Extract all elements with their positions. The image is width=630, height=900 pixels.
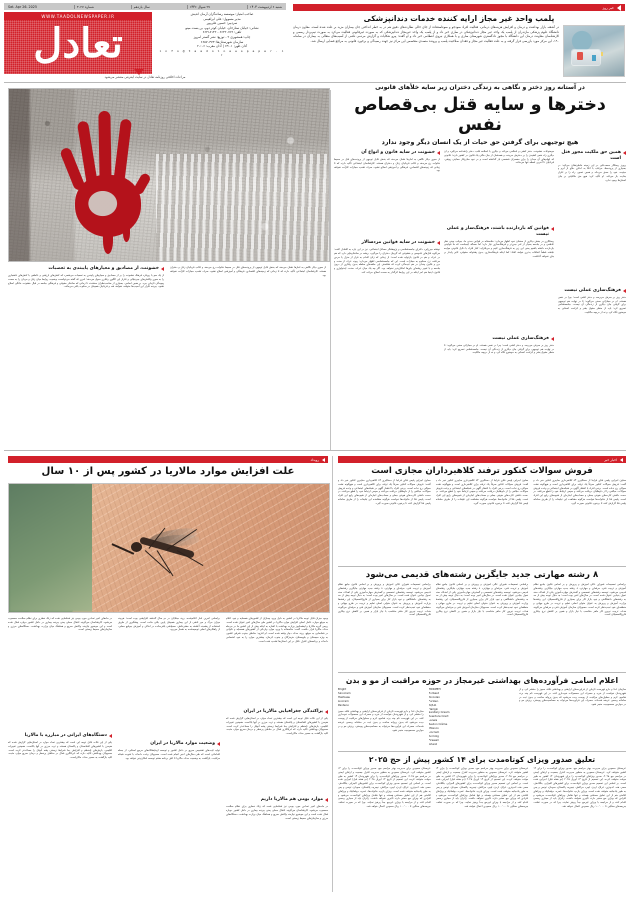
photo-streaks-overlay bbox=[156, 154, 329, 261]
malaria-sub-title-0: پراکندگی جغرافیایی مالاریا در ایران bbox=[243, 709, 323, 714]
story-3-headline: اعلام اسامی فرآورده‌های بهداشتی غیرمجاز در حوزه مراقبت از مو و بدن bbox=[345, 676, 619, 685]
brand-19: Panteno bbox=[338, 702, 349, 707]
brand-2: Alcoolax bbox=[428, 694, 440, 699]
lead-column-d-body: از سوی دیگر نگاهی به آمارها نشان می‌دهد که بخش قابل توجهی از پرونده‌های قتل در محیط خانواده رخ می‌دهد و غالب قربانیان زنان و دختران هستند. کارشناسان اجتماعی تأکید دارند که تا زمانی که زمینه‌های اقتصادی، فرهنگی و آموزشی اصلاح نشود، صرف تشدید مجازات کارآمد نخواهد بود. bbox=[170, 266, 326, 277]
brand-5: Hairgin bbox=[428, 706, 439, 711]
lead-section-title-3: فرهنگ‌سازی عملی نیست bbox=[492, 335, 549, 341]
bottom-right-column bbox=[338, 456, 626, 855]
story-3-brand-list-2 bbox=[338, 688, 424, 748]
lead-column-b-body-top: موضوعات خشونت، دختر کشی و اسلامی می‌کند و دیگری با اسلامه قلب، دختر راشدامه می‌گیرد و آن دیگری راه نفس کشیدن را بر دخترش می‌بندد و همه‌شان از جان خالی یک قانون در کشور دارند؛ قانونی که ابهام‌های آن میدان را برای مفسران شخصی باز گذاشته است و در نبود سازوکار حمایتی روشن، قربانیان تا آخرین لحظه تنها می‌مانند. bbox=[444, 150, 554, 165]
lead-section-title-5: فرهنگ‌سازی عملی نیست bbox=[564, 287, 621, 293]
brand-7: Aventure Crect bbox=[428, 714, 449, 719]
imprint-line-6: سازمان شهرستان‌ها: ۶۶۵۷۰۳۷۳ bbox=[200, 39, 244, 44]
masthead bbox=[4, 3, 286, 79]
malaria-col2-body: براساس آخرین آمار اعلام‌شده، روند مبتلایان در دو سال گذشته افزایشی بوده است؛ هرچند میزان مرگ و میر ناشی از این بیماری همچنان پایین باقی مانده است. پیشگیری از طریق استفاده از پشه‌بند آغشته به حشره‌کش، سمپاشی باقی‌مانده در اماکن و آموزش جوامع محلی، از راهکارهای اصلی توصیه‌شده به شمار می‌رود. bbox=[118, 617, 220, 632]
lead-column-c bbox=[334, 150, 440, 445]
lead-section-title-2: قوانین که بازدارنده باشند، فرهنگ‌ساز و عملی نیست bbox=[446, 226, 549, 237]
dateline-persian: شنبه ۶ اردیبهشت ۱۴۰۴ bbox=[247, 5, 284, 9]
brand-16: Sinocrem bbox=[338, 690, 351, 695]
imprint-email[interactable]: i n f o @ t a a d o l n e w s p a p e r . i r bbox=[159, 48, 285, 58]
bullet-arrow-icon bbox=[551, 337, 554, 341]
triangle-arrow-icon bbox=[617, 5, 621, 11]
masthead-red-block bbox=[4, 12, 152, 74]
lead-section-body-5: دختر روز بر سرش می‌رسد و دختر کشی است؛ چرا در نفس هستند. او در مجازاتی سخن می‌گوید: تا در نهایت هم توجیهی برای گرفتن جان دیگری از زنده‌گی آن نیست. جامعه‌شناس تصریح کرد: باید از منظر حقوق بشر و کرامت انسانی به موضوع نگاه کرد و نه از دریچه مالکیت. bbox=[558, 295, 626, 314]
top-strip bbox=[0, 0, 630, 82]
story-2-body-col2: براساس تصمیمات شورای عالی آموزش و پرورش و بر اساس قانون جامع نظام آموزش و تربیت فنی، حرفه‌ای و مهارتی، ۸ رشته جدید مهارتی جایگزین رشته‌های قدیمی می‌شود. توسعه رشته‌های تخصصی و گسترش مهارت‌آموزی یکی از اهداف سند تحول بنیادین عنوان شده است. در سال‌های اخیر بوده است؛ به دنبال توجه بیش از حد به رشته‌های دانشگاهی و نبود بازار کار برای بسیاری از فارغ‌التحصیلان، این رشته‌ها وزارت آموزش و پرورش به عنوان متولی اصلی تعلیم و تربیت در طرح جهانی و منطقه‌ای خود تجدیدنظر کرده است. مسوولان سازمان آموزش فنی و حرفه‌ای می‌گویند هدف، تربیت نیروی کار ماهر متناسب با نیاز بازار و همین بر کاهش نرخ بیکاری فارغ‌التحصیلان است. bbox=[435, 583, 529, 617]
lead-headline: دخترها و سایه قتل بی‌قصاص نفس bbox=[354, 95, 606, 135]
imprint-line-3: نشانی: خیابان ستارخان، خیابان کوثر دوم، بن بست مینو bbox=[185, 25, 259, 30]
lead-section-body-1: نوشته میرزایی، دکترای جامعه‌شناسی و پژوهشگر مسائل اجتماعی، نیز در این باره به التعادل گفت: می‌گوید قتل‌های ناموسی و خشونتی که گریبان دختران را می‌گیرد، ریشه در ساختارهایی دارد که هم در عرف و هم در قانون بازتولید شده است؛ از زمانی که زنان اقدام به فرار از منزل یا مردی می‌کنند، زن محکوم به مجازات است. این که جامعه‌شناسی اظهار می‌دارد: پیوند عرف از سنت و دین و قانون چندان در هم تنیده‌گی کرده که شکستن این حلقه‌های سلطه بدون رفتاری از درون جامعه و با تغییر ریشه‌ای باورها امکان‌پذیر نخواهد بود. اگر چه یک میان عرف، سنت، ایدئولوژی و قانون، اینجا هم امر اینکه در این روابط اثرگذار به سمت اصلاح حرکت کند. bbox=[334, 248, 440, 274]
bullet-arrow-icon bbox=[437, 241, 440, 245]
brand-3: Furizen bbox=[428, 698, 439, 703]
divider-top bbox=[4, 82, 626, 83]
brand-14: Ghanil bbox=[428, 741, 438, 746]
brand-17: Hairbeau bbox=[338, 694, 351, 699]
divider-mid bbox=[4, 450, 626, 451]
dateline bbox=[4, 3, 286, 10]
dateline-gregorian: Sat. Apr 26. 2025 bbox=[8, 4, 37, 9]
malaria-col3-body: در ماه‌های اخیر تعدادی مورد بومی نیز شناسایی شده که زنگ خطری برای نظام سلامت محسوب می‌شود. کارشناسان می‌گویند انتقال محلی یعنی چرخه بیماری در داخل کشور دوباره فعال شده است و این موضوع نیازمند واکنش سریع و هماهنگ میان وزارت بهداشت، دستگاه‌های مرزی و سازمان‌های محیط زیستی است. bbox=[8, 617, 112, 632]
dateline-hijri: ۲۷ شوال ۱۴۴۶ bbox=[187, 5, 213, 9]
story-2-body-col3: براساس تصمیمات شورای عالی آموزش و پرورش و بر اساس قانون جامع نظام آموزش و تربیت فنی، حرفه‌ای و مهارتی، ۸ رشته جدید مهارتی جایگزین رشته‌های قدیمی می‌شود. توسعه رشته‌های تخصصی و گسترش مهارت‌آموزی یکی از اهداف سند تحول بنیادین عنوان شده است. در سال‌های اخیر بوده است؛ به دنبال توجه بیش از حد به رشته‌های دانشگاهی و نبود بازار کار برای بسیاری از فارغ‌التحصیلان، این رشته‌ها وزارت آموزش و پرورش به عنوان متولی اصلی تعلیم و تربیت در طرح جهانی و منطقه‌ای خود تجدیدنظر کرده است. مسوولان سازمان آموزش فنی و حرفه‌ای می‌گویند هدف، تربیت نیروی کار ماهر متناسب با نیاز بازار و همین بر کاهش نرخ بیکاری فارغ‌التحصیلان است. bbox=[337, 583, 431, 617]
malaria-sub-body-2: تولید کیت‌های تشخیص سریع در داخل کشور و توسعه آزمایشگاه‌های مرجع استانی، از جمله اقداماتی است که طی سال‌های اخیر انجام شده است. مسوولان وعده داده‌اند با تقویت شبکه مراقبت، بازگشت به وضعیت حذف مالاریا تا افق برنامه هفتم توسعه امکان‌پذیر خواهد بود. bbox=[118, 749, 220, 760]
divider-vertical-center bbox=[330, 90, 331, 450]
news-of-day-box bbox=[293, 4, 625, 79]
imprint-line-0: صاحب امتیاز: موسسه رسانه‌گران آرمان اندیش bbox=[190, 12, 254, 16]
malaria-column-3 bbox=[8, 617, 112, 889]
lead-section-body-0: از سوی دیگر نگاهی به آمارها نشان می‌دهد که بخش قابل توجهی از پرونده‌های قتل در محیط خانواده رخ می‌دهد و غالب قربانیان زنان و دختران هستند. کارشناسان اجتماعی تأکید دارند که تا زمانی که زمینه‌های اقتصادی، فرهنگی و آموزشی اصلاح نشود، صرف تشدید مجازات کارآمد نخواهد بود. bbox=[334, 158, 440, 173]
divider-story-1 bbox=[338, 566, 626, 567]
imprint-line-4: تلفن: ۶۶۴۲۰۷۶۹ - ۶۶۴۱۸۱۴۲ bbox=[202, 30, 242, 35]
bullet-arrow-icon bbox=[437, 151, 440, 155]
bloody-handprint-photo bbox=[8, 88, 330, 262]
divider-story-3 bbox=[338, 751, 626, 752]
handprint-graphic bbox=[55, 103, 167, 253]
mosquito-graphic bbox=[105, 522, 225, 582]
bullet-arrow-icon bbox=[623, 289, 626, 293]
malaria-sub-heading-3 bbox=[8, 733, 112, 739]
divider-vertical-bottom bbox=[332, 456, 333, 892]
lead-violence-heading bbox=[8, 266, 164, 272]
lead-subhead: هیچ توجیهی برای گرفتن حق حیات از یک انسان دیگر وجود ندارد bbox=[381, 139, 579, 146]
lead-section-body-3: دختر روز بر سرش می‌رسد و دختر کشی است؛ چرا در نفس هستند. او در مجازاتی سخن می‌گوید: تا در نهایت هم توجیهی برای گرفتن جان دیگری از زنده‌گی آن نیست. جامعه‌شناس تصریح کرد: باید از منظر حقوق بشر و کرامت انسانی به موضوع نگاه کرد و نه از دریچه مالکیت. bbox=[444, 343, 554, 355]
lead-column-b bbox=[444, 150, 554, 445]
news-of-day-headline: پلمب واحد غیر مجاز ارایه کننده خدمات دندانپزشکی bbox=[363, 14, 555, 23]
malaria-sub-body-1: در ماه‌های اخیر تعدادی مورد بومی نیز شناسایی شده که زنگ خطری برای نظام سلامت محسوب می‌شود. کارشناسان می‌گویند انتقال محلی یعنی چرخه بیماری در داخل کشور دوباره فعال شده است و این موضوع نیازمند واکنش سریع و هماهنگ میان وزارت بهداشت، دستگاه‌های مرزی و سازمان‌های محیط زیستی است. bbox=[226, 805, 328, 820]
story-3-body-col1: سازمان غذا و دارو فهرست تازه‌ای از فرآورده‌های آرایشی و بهداشتی فاقد مجوز را منتشر کرد و از شهروندان خواست از خرید و مصرف این محصولات خودداری کنند. در این فهرست نام چند برند شامپو، کرم و محلول‌های مراقبت از پوست دیده می‌شود که بدون پروانه ساخت و بدون ثبت در سامانه رسمی عرضه شده‌اند. مصرف این فرآورده‌ها می‌تواند به حساسیت‌های پوستی، ریزش مو و در مواردی مسمومیت منجر شود. bbox=[519, 688, 626, 707]
story-4-body-col2: عربستان سعودی برای مدیریت بهتر مراسم حج، صدور ویزای کوتاه‌مدت را برای ۱۴ کشور متوقف کرد. عربستان سعودی به منظور مدیریت کنترل جمعیت و ارتقای ایمنی در مراسم حج ۲۰۲۵، صدور ویزاهای کوتاه‌مدت را برای شهروندان ۱۴ کشور به طور موقت متوقف کرده، این تصمیم از تاریخ ۱۳ آوریل ۲۰۲۵ (دو هفته قبل) اجرایی شده است. بر اساس این تصمیم صدور ویزای کوتاه‌مدت برای کشورهای الجزایر، بنگلادش، مصر، هند، اندونزی، عراق، اردن، لیبی، مراکش، نیجریه، پاکستان، سودان، تونس و یمن به طور یک‌جانبه متوقف شده است. ویزای بازدید خانواده‌ها، عمره، دیپلماتیک و ویزاهای اقامتی هم از این تعلیق مستثنی هستند و تنها شامل ویزاهای کوتاه‌مدت می‌شود و افرادی که ویزای حج معتبر دارند تأثیری نخواهد داشت. زائران باید از مجاری رسمی اقدام کنند و از مراجعه با ویزای غیرحج جداً پرهیز نمایند، چرا که در صورت تخلف، جریمه‌های سنگین تا ۱۰۰٬۰۰۰ ریال سعودی اعمال خواهد شد. bbox=[435, 767, 529, 808]
malaria-sub-heading-0 bbox=[226, 709, 328, 715]
photo-background-blur bbox=[9, 484, 105, 612]
lead-violence-body: از یک سو با رویکرد فرهنگ خشونت را بر از مصادیق و معیارهای پایبندی به تعصبات می‌شمرد که کنش‌های ارزشی و عاطفی با کنش‌های ناهنجاری را به سوی واکنش‌های جبرخیالی و تکرار این الگوی رفتاری سوق می‌دهد؛ امری که گفته می‌توانست وضعیت روابط میان زنان و مردان را به سمت پیچیدگی تازه‌ای ببرد. بر همین اساس، بسیاری از صاحب‌نظران معتقدند تا زمانی که ساختار حقوقی و فرهنگی جامعه در قبال خشونت خانگی اصلاح نشود، چرخه تکرار این آسیب‌ها متوقف نخواهد شد و قربانیان همچنان در سکوت باقی می‌مانند. bbox=[8, 274, 164, 289]
brand-8: Laneis bbox=[428, 718, 438, 723]
lead-section-body-4a: پرویز رستگار محمدعلی در این زمینه خاطرنشان می‌کند: در بسیاری از پرونده‌ها، مرتکب با اتکا به ادعای دفاع از آبرو و حیثیت، خود را محق می‌داند و همین تصور، راه را بر تکرار جنایت باز می‌کند. او تأکید کرد: هیچ حق مالکیتی بر جان انسان‌ها وجود ندارد. bbox=[558, 163, 626, 182]
story-4-body-col3: عربستان سعودی برای مدیریت بهتر مراسم حج، صدور ویزای کوتاه‌مدت را برای ۱۴ کشور متوقف کرد. عربستان سعودی به منظور مدیریت کنترل جمعیت و ارتقای ایمنی در مراسم حج ۲۰۲۵، صدور ویزاهای کوتاه‌مدت را برای شهروندان ۱۴ کشور به طور موقت متوقف کرده، این تصمیم از تاریخ ۱۳ آوریل ۲۰۲۵ (دو هفته قبل) اجرایی شده است. بر اساس این تصمیم صدور ویزای کوتاه‌مدت برای کشورهای الجزایر، بنگلادش، مصر، هند، اندونزی، عراق، اردن، لیبی، مراکش، نیجریه، پاکستان، سودان، تونس و یمن به طور یک‌جانبه متوقف شده است. ویزای بازدید خانواده‌ها، عمره، دیپلماتیک و ویزاهای اقامتی هم از این تعلیق مستثنی هستند و تنها شامل ویزاهای کوتاه‌مدت می‌شود و افرادی که ویزای حج معتبر دارند تأثیری نخواهد داشت. زائران باید از مجاری رسمی اقدام کنند و از مراجعه با ویزای غیرحج جداً پرهیز نمایند، چرا که در صورت تخلف، جریمه‌های سنگین تا ۱۰۰٬۰۰۰ ریال سعودی اعمال خواهد شد. bbox=[337, 767, 431, 808]
story-2-body-col1: براساس تصمیمات شورای عالی آموزش و پرورش و بر اساس قانون جامع نظام آموزش و تربیت فنی، حرفه‌ای و مهارتی، ۸ رشته جدید مهارتی جایگزین رشته‌های قدیمی می‌شود. توسعه رشته‌های تخصصی و گسترش مهارت‌آموزی یکی از اهداف سند تحول بنیادین عنوان شده است. در سال‌های اخیر بوده است؛ به دنبال توجه بیش از حد به رشته‌های دانشگاهی و نبود بازار کار برای بسیاری از فارغ‌التحصیلان، این رشته‌ها وزارت آموزش و پرورش به عنوان متولی اصلی تعلیم و تربیت در طرح جهانی و منطقه‌ای خود تجدیدنظر کرده است. مسوولان سازمان آموزش فنی و حرفه‌ای می‌گویند هدف، تربیت نیروی کار ماهر متناسب با نیاز بازار و همین بر کاهش نرخ بیکاری فارغ‌التحصیلان است. bbox=[533, 583, 626, 617]
lead-section-heading-1 bbox=[334, 240, 440, 246]
brand-6: Sanitary Cream bbox=[428, 710, 450, 715]
brand-1: Evrbest bbox=[428, 690, 439, 695]
lead-column-d bbox=[170, 266, 326, 444]
malaria-sub-title-1: موارد بومی هم مالاریا داریم bbox=[260, 797, 323, 803]
brand-0: TRIKMEH bbox=[428, 688, 441, 691]
lead-section-heading-3 bbox=[444, 336, 554, 342]
lead-section-heading-4 bbox=[558, 150, 626, 161]
story-2-headline: ۸ رشته مهارتی جدید جایگزین رشته‌های قدیمی می‌شود bbox=[365, 570, 599, 580]
masthead-ethics-note: مراعات اخلاقی روزنامه تعادل در سایت اینترنتی منتشر می‌شود bbox=[104, 75, 186, 79]
malaria-sub-title-3: دستگاه‌های ایرانی در مبارزه با مالاریا bbox=[24, 733, 107, 738]
dateline-issue: شماره ۳۰۲۷ bbox=[74, 5, 96, 9]
masthead-logo: تعادل bbox=[33, 20, 123, 67]
footer-strip bbox=[0, 896, 630, 900]
malaria-label: رویداد bbox=[310, 457, 319, 462]
lead-kicker: در آستانه روز دختر و نگاهی به زندگی دختران زیر سایه خلأهای قانونی bbox=[375, 84, 585, 91]
lead-column-right bbox=[558, 150, 626, 445]
bullet-arrow-icon bbox=[325, 798, 328, 802]
story-4-body-col1: عربستان سعودی برای مدیریت بهتر مراسم حج، صدور ویزای کوتاه‌مدت را برای ۱۴ کشور متوقف کرد. عربستان سعودی به منظور مدیریت کنترل جمعیت و ارتقای ایمنی در مراسم حج ۲۰۲۵، صدور ویزاهای کوتاه‌مدت را برای شهروندان ۱۴ کشور به طور موقت متوقف کرده، این تصمیم از تاریخ ۱۳ آوریل ۲۰۲۵ (دو هفته قبل) اجرایی شده است. بر اساس این تصمیم صدور ویزای کوتاه‌مدت برای کشورهای الجزایر، بنگلادش، مصر، هند، اندونزی، عراق، اردن، لیبی، مراکش، نیجریه، پاکستان، سودان، تونس و یمن به طور یک‌جانبه متوقف شده است. ویزای بازدید خانواده‌ها، عمره، دیپلماتیک و ویزاهای اقامتی هم از این تعلیق مستثنی هستند و تنها شامل ویزاهای کوتاه‌مدت می‌شود و افرادی که ویزای حج معتبر دارند تأثیری نخواهد داشت. زائران باید از مجاری رسمی اقدام کنند و از مراجعه با ویزای غیرحج جداً پرهیز نمایند، چرا که در صورت تخلف، جریمه‌های سنگین تا ۱۰۰٬۰۰۰ ریال سعودی اعمال خواهد شد. bbox=[533, 767, 626, 808]
news-label-bar bbox=[338, 456, 626, 463]
dateline-year: سال یازدهم bbox=[131, 5, 152, 9]
masthead-website-url[interactable]: WWW.TAADOLNEWSPAPER.IR bbox=[4, 12, 152, 20]
news-of-day-label-bar bbox=[293, 4, 625, 11]
masthead-imprint bbox=[158, 12, 286, 58]
lead-section-body-2: رستگاری در بخش دیگری از سخنان خود اظهار می‌دارد: متأسفانه در قوانین مدنی ما، جوانب چینی نظر عاطفی و در جامعه بسیار از امر جدی‌تر و فرهنگ‌سازی نیاز دارد؛ اما مساله اینجاست که ما قوانینی بازدارنده داشته باشیم یعنی این زیر به فرهنگ‌سازی کنیم و می‌افزاید: کنار افراد با دلایل قانونی مواجه نباشند قطعاً اتفاقات بدتری خواهد افتاد؛ کما اینکه فرهنگ‌سازی، بدون پشتوانه حقوقی، تاثیر پایدار بر جای نخواهد گذاشت. bbox=[444, 239, 554, 258]
brand-4: AQUA bbox=[428, 702, 437, 707]
story-1-body-col1: معاون اجرایی پلیس فتای فراجا از دستگیری ۸۴ کلاهبرداری سایبری کنکور خبر داد و گفت: فروش سوالات کنکور صرفاً یک ترفند برای کلاهبرداری است و هیچ‌گونه نشت سوالی رخ نداده است. برخی افراد با انتشار آگهی در شبکه‌های اجتماعی و وعده فروش سوالات، مبالغی را از داوطلبان دریافت می‌کنند و سپس ارتباط خود را قطع می‌کنند. در دست داشتن کارت‌های هویتی جعلی و حساب‌های اجاره‌ای از شیوه‌های رایج این افراد است. پلیس فتا از خانواده‌ها خواست هرگونه مشاهده این تبلیغات را از طریق سامانه پلیس فتا گزارش کنند تا برخورد قانونی صورت گیرد. bbox=[533, 479, 626, 505]
brand-13: Firewall bbox=[428, 737, 439, 742]
story-1-headline: فروش سوالات کنکور ترفند کلاهبرداران مجازی است bbox=[371, 466, 593, 476]
bullet-arrow-icon bbox=[623, 151, 626, 155]
story-3-body-col3: سازمان غذا و دارو فهرست تازه‌ای از فرآورده‌های آرایشی و بهداشتی فاقد مجوز را منتشر کرد و از شهروندان خواست از خرید و مصرف این محصولات خودداری کنند. در این فهرست نام چند برند شامپو، کرم و محلول‌های مراقبت از پوست دیده می‌شود که بدون پروانه ساخت و بدون ثبت در سامانه رسمی عرضه شده‌اند. مصرف این فرآورده‌ها می‌تواند به حساسیت‌های پوستی، ریزش مو و در مواردی مسمومیت منجر شود. bbox=[338, 709, 424, 732]
imprint-line-2: سردبیر: حسین علی‌پور bbox=[206, 21, 238, 26]
malaria-headline: علت افزایش موارد مالاریا در کشور پس از ۱۰ سال bbox=[41, 466, 295, 477]
lead-section-title-0: خشونت در سایه قانون و انواع آن bbox=[361, 150, 435, 155]
brand-12: Anmolg bbox=[428, 733, 439, 738]
malaria-sub-body-0: یکی از این نکات قابل توجه این است که بیشترین تعداد موارد در استان‌هایی گزارش شده که هم‌مرز با کشورهای افغانستان و پاکستان هستند و تردد مرزی در آنها بالاست. همچنین تغییرات اقلیمی، بارش‌های نامنظم و افزایش دما شرایط زیستی پشه آنوفل را مساعدتر کرده است. مسوولان بهداشتی تأکید دارند که غربالگری فعال در مناطق پرخطر و درمان سریع موارد مثبت، کلید بازگشت به مسیر حذف مالاریاست. bbox=[226, 717, 328, 736]
story-3-brand-list bbox=[429, 688, 515, 748]
bullet-arrow-icon bbox=[217, 742, 220, 746]
mosquito-on-skin-photo bbox=[8, 483, 330, 613]
bullet-arrow-icon bbox=[551, 227, 554, 231]
bullet-arrow-icon bbox=[325, 710, 328, 714]
malaria-label-bar bbox=[8, 456, 328, 463]
story-1-body-col2: معاون اجرایی پلیس فتای فراجا از دستگیری ۸۴ کلاهبرداری سایبری کنکور خبر داد و گفت: فروش سوالات کنکور صرفاً یک ترفند برای کلاهبرداری است و هیچ‌گونه نشت سوالی رخ نداده است. برخی افراد با انتشار آگهی در شبکه‌های اجتماعی و وعده فروش سوالات، مبالغی را از داوطلبان دریافت می‌کنند و سپس ارتباط خود را قطع می‌کنند. در دست داشتن کارت‌های هویتی جعلی و حساب‌های اجاره‌ای از شیوه‌های رایج این افراد است. پلیس فتا از خانواده‌ها خواست هرگونه مشاهده این تبلیغات را از طریق سامانه پلیس فتا گزارش کنند تا برخورد قانونی صورت گیرد. bbox=[435, 479, 529, 505]
malaria-sub-heading-2 bbox=[118, 741, 220, 747]
bullet-arrow-icon bbox=[161, 267, 164, 271]
lead-section-heading-0 bbox=[334, 150, 440, 156]
malaria-column-1 bbox=[226, 617, 328, 889]
malaria-sub-body-3: یکی از این نکات قابل توجه این است که بیشترین تعداد موارد در استان‌هایی گزارش شده که هم‌مرز با کشورهای افغانستان و پاکستان هستند و تردد مرزی در آنها بالاست. همچنین تغییرات اقلیمی، بارش‌های نامنظم و افزایش دما شرایط زیستی پشه آنوفل را مساعدتر کرده است. مسوولان بهداشتی تأکید دارند که غربالگری فعال در مناطق پرخطر و درمان سریع موارد مثبت، کلید بازگشت به مسیر حذف مالاریاست. bbox=[8, 741, 112, 760]
triangle-arrow-icon bbox=[322, 458, 325, 462]
story-1-body-col3: معاون اجرایی پلیس فتای فراجا از دستگیری ۸۴ کلاهبرداری سایبری کنکور خبر داد و گفت: فروش سوالات کنکور صرفاً یک ترفند برای کلاهبرداری است و هیچ‌گونه نشت سوالی رخ نداده است. برخی افراد با انتشار آگهی در شبکه‌های اجتماعی و وعده فروش سوالات، مبالغی را از داوطلبان دریافت می‌کنند و سپس ارتباط خود را قطع می‌کنند. در دست داشتن کارت‌های هویتی جعلی و حساب‌های اجاره‌ای از شیوه‌های رایج این افراد است. پلیس فتا از خانواده‌ها خواست هرگونه مشاهده این تبلیغات را از طریق سامانه پلیس فتا گزارش کنند تا برخورد قانونی صورت گیرد. bbox=[337, 479, 431, 505]
brand-11: Liocrem bbox=[428, 729, 440, 734]
brand-15: Bright bbox=[338, 688, 347, 691]
imprint-line-1: مدیر مسوول: علی ابراهیمی bbox=[203, 16, 241, 21]
brand-9: Revlon Crème bbox=[428, 722, 448, 727]
lead-section-title-1: خشونت در سایه قوانین مردسالار bbox=[361, 240, 435, 246]
news-of-day-body: در آشفته بازار بهداشت و درمان و افزایش هزینه‌های درمانی، فعالیت افراد سودجو و سوءاستفاده از جای خالی نظارت‌های دقیق هم در به خطر انداختن جان بیماران مزید بر علت شده است. معاون درمان دانشگاه علوم پزشکی مازندران از پلمب یک واحد غیر مجاز دندانپزشکی در ساری خبر داد و از پلمب یک واحد غیرمجاز دندانپزشکی که به صورت غیرقانونی فعالیت می‌کرد به صورت تیم‌بردار رسمی و کارشناسان معاونت درمان این دانشگاه با مجوز دادگستری شهرستان ساری و با همکاری نیروی انتظامی خبر داد و او گفت: پیرو شکایات و گزارش مردمی ناشی از آسیب‌های متعالی به بیماران در سامانه ۱۹۰، این مرکز مورد بازرسی قرار گرفته و به علت فعالیت غیر مجاز و فقدان صلاحیت پلمب و پرونده متصدی متخصص این مرکز نیز جهت رسیدگی و برخورد قانونی به مراجع قضایی ارسال شد. bbox=[293, 25, 559, 43]
malaria-story bbox=[8, 456, 328, 480]
brand-18: Liocram bbox=[338, 698, 349, 703]
malaria-sub-title-2: وضعیت موارد مالاریا در ایران bbox=[150, 741, 215, 746]
bullet-arrow-icon bbox=[109, 734, 112, 738]
imprint-line-5: چاپ: همشهری ۲ - توزیع: نشر گستر امروز bbox=[193, 34, 251, 39]
triangle-arrow-icon bbox=[620, 458, 623, 462]
story-4-headline: تعلیق صدور ویزای کوتاه‌مدت برای ۱۴ کشور پیش از حج ۲۰۲۵ bbox=[368, 755, 596, 764]
brand-10: Milanco bbox=[428, 726, 439, 731]
imprint-line-7: آذان ظهر: ۱۳:۰۱ | آذان مغرب: ۲۰:۰۶ bbox=[196, 44, 248, 49]
dental-clinic-photo bbox=[563, 25, 625, 77]
news-of-day-label: خبر روز bbox=[602, 5, 614, 10]
malaria-sub-heading-1 bbox=[226, 797, 328, 803]
news-label: اخبار خبر bbox=[604, 457, 617, 462]
divider-story-2 bbox=[338, 672, 626, 673]
malaria-body-main: وجود میزان قابل توجه مالاریا در کشور به دلیل ورود بیماران از کشورهای همسایه و نبود اعلام به موقع موارد، عامل اصلی افزایش موارد مالاریا در کشور طی سال‌های اخیر عنوان شده است. رییس گروه مالاریا و لیشمانیوز وزارت بهداشت با اشاره به اینکه پیش از این کشور ما در مرحله حذف مالاریا قرار داشت، گفت: متاسفانه با ورود موارد وارداتی از کشورهای همسایه و ناتوانی در شناسایی به موقع، روند حذف دچار وقفه شده است. او افزود: مناطق جنوب شرقی کشور، به ویژه سیستان و بلوچستان، هرمزگان و جنوب کرمان، بیشترین موارد را به خود اختصاص داده‌اند و برنامه‌های کنترل ناقل در این استان‌ها تشدید شده است. bbox=[226, 617, 328, 643]
lead-section-heading-2 bbox=[444, 226, 554, 237]
lead-headline-block bbox=[334, 84, 626, 146]
lead-section-title-4: همین حق ملکیت مجوز قتل است bbox=[561, 150, 621, 161]
lead-violence-title: خشونت، از مصادیق و معیارهای پایبندی به تعصبات bbox=[48, 266, 159, 271]
lead-column-e bbox=[8, 266, 164, 444]
lead-section-heading-5 bbox=[558, 288, 626, 294]
malaria-column-2 bbox=[118, 617, 220, 889]
